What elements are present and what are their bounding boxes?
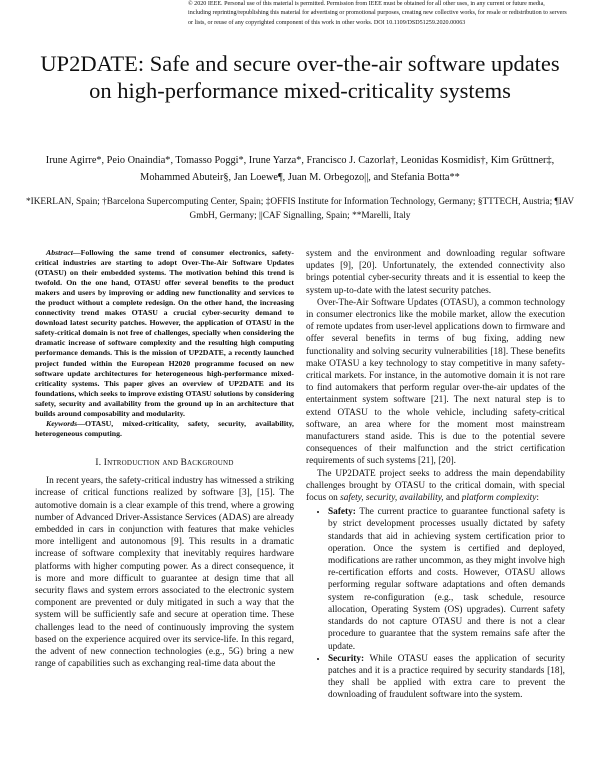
section-title: Introduction and Background bbox=[103, 457, 234, 468]
keywords-text: OTASU, mixed-criticality, safety, security, availability, heterogeneous computing. bbox=[35, 418, 294, 438]
body-paragraph-2: Over-The-Air Software Updates (OTASU), a common technology in consumer electronics like the mobile market, allow the execution of remote updates from user-level applications down to firmware and offer several benefits in terms of bug fixing, adding new functionality and solving security vulnerabilities [18]. These benefits make OTASU a key technology to stay competitive in many safety-critical markets. For instance, in the automotive domain it is not rare to find automakers that perform regular over-the-air updates of the entertainment system software [21]. The next natural step is to extend OTASU to the whole vehicle, including safety-critical software, an area where for the moment most mainstream manufacturers stand aside. This is due to the potential severe consequences of their malfunction and the strict certification requirements of such systems [21], [20]. bbox=[306, 297, 565, 467]
affiliations: *IKERLAN, Spain; †Barcelona Supercomputing Center, Spain; ‡OFFIS Institute for Information Technology, Germany; §TTTECH, Austria; ¶IAV GmbH, Germany; ||CAF Signalling, Spain; **Marelli, Italy bbox=[25, 197, 575, 221]
p3-emph2: platform complexity bbox=[461, 493, 537, 504]
abstract bbox=[35, 248, 294, 419]
body-paragraph-1: system and the environment and downloading regular software updates [9], [20]. Unfortunately, the extended connectivity also brings potential cyber-security threats and it is essential to keep the system up-to-date with the latest security patches. bbox=[306, 249, 565, 296]
list-item-security bbox=[328, 653, 565, 702]
challenge-list bbox=[306, 506, 565, 701]
p3-end: : bbox=[536, 493, 539, 504]
abstract-text: Following the same trend of consumer electronics, safety-critical industries are starting to adopt Over-The-Air Software Updates (OTASU) on their embedded systems. The motivation behind this trend is twofold. On the one hand, OTASU offer several benefits to the product makers and users by improving or adding new functionality and services to the product without a complete redesign. On the other hand, the increasing connectivity trend makes OTASU a crucial cyber-security demand to download latest security patches. However, the application of OTASU in the safety-critical domain is not free of challenges, specially when considering the dramatic increase of software complexity and the resulting high computing performance demands. This is the mission of UP2DATE, a recently launched project funded within the European H2020 programme focused on new software update architectures for heterogeneous high-performance mixed-criticality systems. This paper gives an overview of UP2DATE and its foundations, which seeks to improve existing OTASU solutions by considering safety, security and availability from the ground up in an architecture that builds around composability and modularity. bbox=[35, 248, 294, 418]
list-text: While OTASU eases the application of security patches and it is a practice required by security standards [18], they shall be applied with extra care to prevent the downloading of fraudulent software into the system. bbox=[328, 653, 565, 701]
p3-emph: safety, security, availability, bbox=[340, 493, 444, 504]
body-paragraph-3 bbox=[306, 468, 565, 505]
left-column bbox=[35, 248, 294, 670]
right-column bbox=[306, 248, 565, 702]
author-list: Irune Agirre*, Peio Onaindia*, Tomasso Poggi*, Irune Yarza*, Francisco J. Cazorla†, Leonidas Kosmidis†, Kim Grüttner‡, Mohammed Abuteir§, Jan Loewe¶, Juan M. Orbegozo||, and Stefania Botta** bbox=[45, 155, 555, 183]
p3-and: and bbox=[443, 493, 462, 504]
keywords-label: Keywords— bbox=[46, 418, 85, 428]
abstract-label: Abstract— bbox=[46, 248, 81, 257]
copyright-notice: © 2020 IEEE. Personal use of this material is permitted. Permission from IEEE must be obtained for all other uses, in any current or future media, including reprinting/republishing this material for advertising or promotional purposes, creating new collective works, for resale or redistribution to servers or lists, or reuse of any copyrighted component of this work in other works. DOI 10.1109/DSD51259.2020.00063 bbox=[188, 1, 567, 26]
list-term: Safety: bbox=[328, 507, 356, 518]
list-item-safety bbox=[328, 506, 565, 652]
section-heading bbox=[35, 457, 294, 469]
list-term: Security: bbox=[328, 653, 365, 664]
intro-paragraph: In recent years, the safety-critical industry has witnessed a striking increase of critical functions realized by software [3], [15]. The automotive domain is a clear example of this trend, where a growing number of Advanced Driver-Assistance Services (ADAS) are already embedded in cars in conjunction with features that make vehicles more intelligent and autonomous [9]. This results in a dramatic increase of software complexity that inevitably requires hardware platforms with higher computing power. As a direct consequence, it is more and more difficult to guarantee at design time that all security flaws and system errors associated to the electronic system component are prevented or duly mitigated in such a way that the system will be sufficiently safe and secure at operation time. These challenges lead to the need of continuously improving the system based on the experience acquired over its service-life. In this regard, the advent of new connection technologies (e.g., 5G) bring a new range of capabilities such as exchanging real-time data about the bbox=[35, 476, 294, 670]
list-text: The current practice to guarantee functional safety is by strict development processes usually dictated by safety standards that aid in achieving system certification prior to operation. Once the system is certified and deployed, modifications are rather uncommon, as they might involve high re-certification efforts and costs. However, OTASU allows performing regular software adaptations and often demands system re-configuration (e.g., task schedule, resource allocation, Operating System (OS) upgrades). Current safety standards do not capture OTASU and there is not a clear procedure to guarantee that the system remains safe after the update. bbox=[328, 507, 565, 652]
p3-text: The UP2DATE project seeks to address the main dependability challenges brought by OTASU to the critical domain, with special focus on bbox=[306, 468, 565, 504]
paper-title: UP2DATE: Safe and secure over-the-air software updates on high-performance mixed-criticality systems bbox=[40, 51, 560, 103]
section-number: I. bbox=[95, 457, 102, 468]
keywords bbox=[35, 419, 294, 439]
